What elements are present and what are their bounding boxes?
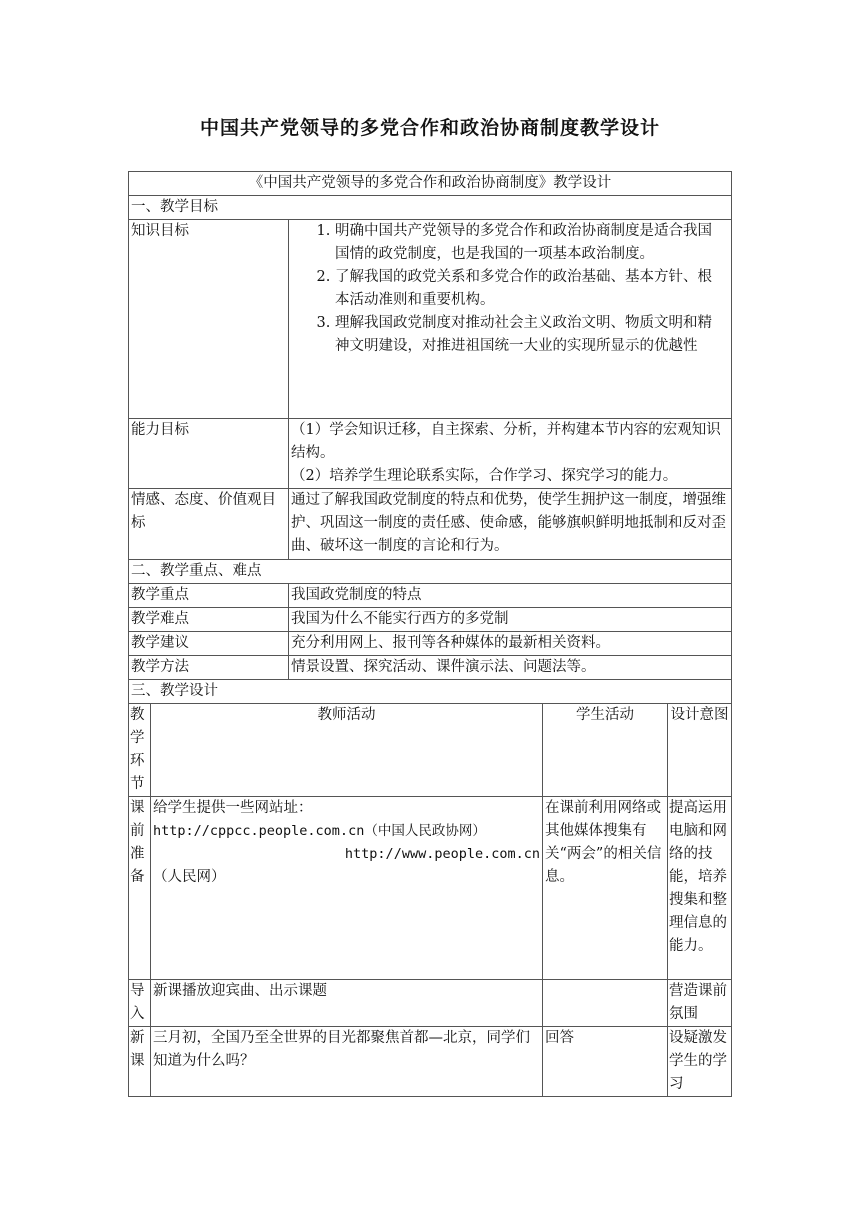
column-header-intent: 设计意图	[668, 704, 732, 797]
difficulty-value: 我国为什么不能实行西方的多党制	[289, 608, 732, 632]
stage-cell: 导入	[129, 980, 151, 1027]
teacher-activity-cell	[151, 797, 543, 980]
list-item: 3. 理解我国政党制度对推动社会主义政治文明、物质文明和精神文明建设，对推进祖国统一大业的实现所显示的优越性	[335, 312, 729, 358]
design-intent-cell: 设疑激发学生的学习	[668, 1027, 732, 1097]
table-header: 《中国共产党领导的多党合作和政治协商制度》教学设计	[129, 172, 732, 196]
column-header-student: 学生活动	[543, 704, 668, 797]
student-activity-cell: 回答	[543, 1027, 668, 1097]
column-header-teacher: 教师活动	[151, 704, 543, 797]
design-intent-cell: 提高运用电脑和网络的技能，培养搜集和整理信息的能力。	[668, 797, 732, 980]
emotion-objective-content: 通过了解我国政党制度的特点和优势，使学生拥护这一制度，增强维护、巩固这一制度的责任感、使命感，能够旗帜鲜明地抵制和反对歪曲、破坏这一制度的言论和行为。	[289, 489, 732, 560]
knowledge-objective-content	[289, 220, 732, 419]
teacher-activity-cell: 新课播放迎宾曲、出示课题	[151, 980, 543, 1027]
list-item: 2. 了解我国的政党关系和多党合作的政治基础、基本方针、根本活动准则和重要机构。	[335, 266, 729, 312]
method-label: 教学方法	[129, 656, 289, 680]
website-link[interactable]: http://cppcc.people.com.cn（中国人民政协网）	[153, 823, 486, 839]
ability-objective-label: 能力目标	[129, 419, 289, 489]
stage-cell: 新课	[129, 1027, 151, 1097]
student-activity-cell	[543, 980, 668, 1027]
teacher-activity-line: （人民网）	[153, 869, 226, 885]
ability-objective-line: （1）学会知识迁移，自主探索、分析，并构建本节内容的宏观知识结构。	[291, 422, 721, 461]
teacher-activity-cell: 三月初，全国乃至全世界的目光都聚焦首都—北京，同学们知道为什么吗？	[151, 1027, 543, 1097]
knowledge-objective-list	[291, 220, 729, 358]
keypoint-label: 教学重点	[129, 584, 289, 608]
lesson-plan-table	[128, 171, 731, 1097]
page-title: 中国共产党领导的多党合作和政治协商制度教学设计	[199, 117, 660, 139]
method-value: 情景设置、探究活动、课件演示法、问题法等。	[289, 656, 732, 680]
teacher-activity-line: 给学生提供一些网站址：	[153, 800, 313, 816]
ability-objective-content	[289, 419, 732, 489]
section-heading-objectives: 一、教学目标	[129, 196, 732, 220]
keypoint-value: 我国政党制度的特点	[289, 584, 732, 608]
difficulty-label: 教学难点	[129, 608, 289, 632]
suggestion-label: 教学建议	[129, 632, 289, 656]
knowledge-objective-label: 知识目标	[129, 220, 289, 419]
stage-cell: 课前准备	[129, 797, 151, 980]
section-heading-design: 三、教学设计	[129, 680, 732, 704]
section-heading-keypoints: 二、教学重点、难点	[129, 560, 732, 584]
list-item: 1. 明确中国共产党领导的多党合作和政治协商制度是适合我国国情的政党制度，也是我国的一项基本政治制度。	[335, 220, 729, 266]
suggestion-value: 充分利用网上、报刊等各种媒体的最新相关资料。	[289, 632, 732, 656]
ability-objective-line: （2）培养学生理论联系实际，合作学习、探究学习的能力。	[291, 468, 678, 484]
emotion-objective-label: 情感、态度、价值观目标	[129, 489, 289, 560]
website-link[interactable]: http://www.people.com.cn	[344, 846, 540, 862]
column-header-stage: 教学环节	[129, 704, 151, 797]
student-activity-cell: 在课前利用网络或其他媒体搜集有关“两会”的相关信息。	[543, 797, 668, 980]
design-intent-cell: 营造课前氛围	[668, 980, 732, 1027]
